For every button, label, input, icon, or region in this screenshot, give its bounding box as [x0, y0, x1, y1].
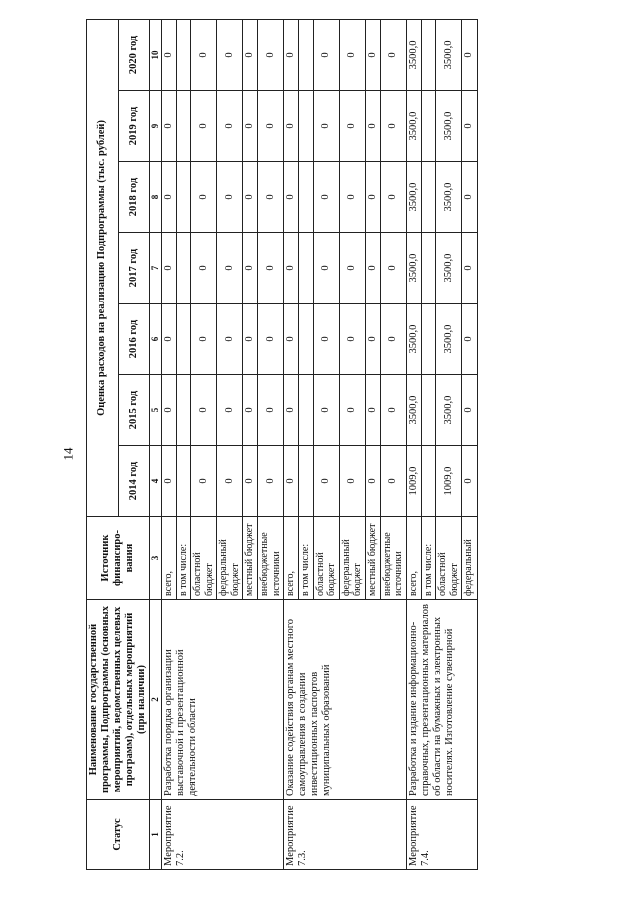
activity-status: Мероприятие 7.4. — [406, 800, 477, 870]
expense-value: 3500,0 — [436, 304, 462, 375]
header-status: Статус — [87, 800, 150, 870]
header-year: 2016 год — [118, 304, 150, 375]
expense-value: 0 — [258, 233, 284, 304]
expense-value: 0 — [313, 233, 339, 304]
expense-value: 0 — [191, 375, 217, 446]
table-row — [284, 19, 299, 869]
expense-value: 0 — [161, 375, 176, 446]
header-estimate: Оценка расходов на реализацию Подпрограммы (тыс. рублей) — [87, 19, 119, 516]
header-name: Наименование государственной программы, Подпрограммы (основных мероприятий, ведомственных целевых программ), отдельных мероприятий (при наличии) — [87, 600, 150, 800]
expense-value: 0 — [217, 19, 243, 90]
expense-value: 0 — [161, 19, 176, 90]
expense-value: 0 — [380, 162, 406, 233]
expense-value: 0 — [191, 162, 217, 233]
expense-value: 0 — [339, 162, 365, 233]
expense-value: 0 — [380, 19, 406, 90]
expense-value: 0 — [339, 19, 365, 90]
expense-value: 0 — [313, 19, 339, 90]
funding-source: внебюджетные источники — [380, 517, 406, 600]
expense-value: 0 — [217, 304, 243, 375]
expense-value: 0 — [365, 304, 380, 375]
expense-value — [421, 446, 436, 517]
expense-value: 0 — [339, 375, 365, 446]
expense-value: 0 — [462, 375, 477, 446]
expense-value: 0 — [339, 233, 365, 304]
expense-value: 0 — [284, 162, 299, 233]
header-source: Источник финансиро-вания — [87, 517, 150, 600]
expense-value: 0 — [462, 91, 477, 162]
activity-status: Мероприятие 7.2. — [161, 800, 284, 870]
funding-source: в том числе: — [299, 517, 314, 600]
header-year: 2020 год — [118, 19, 150, 90]
table-body — [161, 19, 477, 869]
expense-value: 0 — [258, 375, 284, 446]
rotated-table-wrapper — [86, 20, 616, 870]
expense-value — [176, 91, 191, 162]
header-index-row — [150, 19, 161, 869]
expense-value: 3500,0 — [436, 233, 462, 304]
funding-source: местный бюджет — [365, 517, 380, 600]
expense-value: 0 — [313, 304, 339, 375]
header-year: 2014 год — [118, 446, 150, 517]
expense-value: 0 — [313, 91, 339, 162]
activity-name: Оказание содействия органам местного самоуправления в создании инвестиционных паспортов муниципальных образований — [284, 600, 407, 800]
expense-value: 3500,0 — [406, 304, 421, 375]
header-year: 2019 год — [118, 91, 150, 162]
expense-value: 0 — [161, 304, 176, 375]
expense-value — [176, 19, 191, 90]
expense-value: 0 — [365, 375, 380, 446]
expense-value: 0 — [284, 304, 299, 375]
header-index-cell: 1 — [150, 800, 161, 870]
expense-value: 0 — [339, 446, 365, 517]
expense-value: 0 — [462, 19, 477, 90]
expense-value: 3500,0 — [406, 375, 421, 446]
expense-value — [299, 375, 314, 446]
expense-value — [299, 233, 314, 304]
expense-value: 0 — [161, 233, 176, 304]
expense-value: 0 — [243, 233, 258, 304]
funding-source: местный бюджет — [243, 517, 258, 600]
funding-source: в том числе: — [421, 517, 436, 600]
expense-value: 3500,0 — [406, 19, 421, 90]
expense-value: 3500,0 — [436, 19, 462, 90]
expense-value — [176, 233, 191, 304]
expense-value — [299, 446, 314, 517]
expense-value: 0 — [258, 19, 284, 90]
header-index-cell: 4 — [150, 446, 161, 517]
expense-value: 0 — [217, 233, 243, 304]
activity-status: Мероприятие 7.3. — [284, 800, 407, 870]
expense-value: 1009,0 — [436, 446, 462, 517]
expense-value: 0 — [313, 446, 339, 517]
expense-value: 0 — [365, 446, 380, 517]
expense-value: 0 — [217, 91, 243, 162]
funding-source: всего, — [161, 517, 176, 600]
funding-source: в том числе: — [176, 517, 191, 600]
expense-value: 0 — [243, 304, 258, 375]
table-row — [161, 19, 176, 869]
expense-value: 0 — [380, 91, 406, 162]
header-index-cell: 5 — [150, 375, 161, 446]
expense-value: 0 — [339, 304, 365, 375]
expense-value: 0 — [284, 233, 299, 304]
header-index-cell: 9 — [150, 91, 161, 162]
expense-value: 0 — [380, 304, 406, 375]
expense-value: 0 — [462, 233, 477, 304]
expense-value: 0 — [243, 19, 258, 90]
financing-table — [86, 19, 478, 870]
funding-source: внебюджетные источники — [258, 517, 284, 600]
expense-value: 0 — [284, 375, 299, 446]
expense-value: 0 — [365, 162, 380, 233]
expense-value: 0 — [462, 304, 477, 375]
funding-source: всего, — [406, 517, 421, 600]
funding-source: областной бюджет — [313, 517, 339, 600]
expense-value — [299, 91, 314, 162]
table-row — [406, 19, 421, 869]
expense-value: 0 — [217, 162, 243, 233]
expense-value: 1009,0 — [406, 446, 421, 517]
expense-value: 0 — [365, 19, 380, 90]
expense-value: 0 — [462, 162, 477, 233]
expense-value: 0 — [243, 446, 258, 517]
header-year: 2017 год — [118, 233, 150, 304]
header-year: 2015 год — [118, 375, 150, 446]
funding-source: областной бюджет — [436, 517, 462, 600]
expense-value: 0 — [258, 91, 284, 162]
expense-value: 0 — [380, 375, 406, 446]
expense-value: 0 — [365, 233, 380, 304]
expense-value — [421, 91, 436, 162]
activity-name: Разработка порядка организации выставочной и презентационной деятельности области — [161, 600, 284, 800]
expense-value — [299, 304, 314, 375]
expense-value: 0 — [217, 375, 243, 446]
expense-value: 3500,0 — [436, 91, 462, 162]
expense-value: 0 — [380, 446, 406, 517]
activity-name: Разработка и издание информационно-справочных, презентационных материалов об области на бумажных и электронных носителях. Изготовление сувенирной — [406, 600, 477, 800]
header-index-cell: 8 — [150, 162, 161, 233]
expense-value: 0 — [284, 91, 299, 162]
expense-value: 3500,0 — [406, 91, 421, 162]
expense-value — [176, 375, 191, 446]
expense-value: 0 — [258, 162, 284, 233]
expense-value — [421, 19, 436, 90]
expense-value: 0 — [217, 446, 243, 517]
expense-value: 0 — [191, 91, 217, 162]
expense-value: 3500,0 — [436, 375, 462, 446]
funding-source: областной бюджет — [191, 517, 217, 600]
expense-value: 0 — [462, 446, 477, 517]
expense-value: 0 — [313, 162, 339, 233]
funding-source: федеральный бюджет — [217, 517, 243, 600]
funding-source: федеральный бюджет — [339, 517, 365, 600]
expense-value: 0 — [365, 91, 380, 162]
expense-value — [176, 446, 191, 517]
expense-value: 0 — [161, 162, 176, 233]
expense-value — [421, 233, 436, 304]
expense-value — [176, 304, 191, 375]
expense-value: 0 — [243, 375, 258, 446]
header-index-cell: 2 — [150, 600, 161, 800]
expense-value: 3500,0 — [406, 233, 421, 304]
expense-value: 0 — [284, 446, 299, 517]
expense-value: 0 — [161, 91, 176, 162]
expense-value: 0 — [313, 375, 339, 446]
header-index-cell: 3 — [150, 517, 161, 600]
expense-value: 0 — [258, 446, 284, 517]
expense-value: 0 — [191, 304, 217, 375]
funding-source: всего, — [284, 517, 299, 600]
expense-value: 0 — [161, 446, 176, 517]
expense-value: 0 — [339, 91, 365, 162]
expense-value — [299, 162, 314, 233]
expense-value — [421, 162, 436, 233]
expense-value — [176, 162, 191, 233]
expense-value — [299, 19, 314, 90]
expense-value: 3500,0 — [406, 162, 421, 233]
expense-value — [421, 304, 436, 375]
expense-value: 3500,0 — [436, 162, 462, 233]
expense-value: 0 — [191, 446, 217, 517]
expense-value: 0 — [243, 162, 258, 233]
header-index-cell: 10 — [150, 19, 161, 90]
expense-value: 0 — [243, 91, 258, 162]
expense-value — [421, 375, 436, 446]
header-index-cell: 6 — [150, 304, 161, 375]
funding-source: федеральный — [462, 517, 477, 600]
expense-value: 0 — [191, 233, 217, 304]
header-index-cell: 7 — [150, 233, 161, 304]
expense-value: 0 — [380, 233, 406, 304]
expense-value: 0 — [284, 19, 299, 90]
header-year: 2018 год — [118, 162, 150, 233]
expense-value: 0 — [191, 19, 217, 90]
expense-value: 0 — [258, 304, 284, 375]
page-number: 14 — [60, 447, 76, 461]
